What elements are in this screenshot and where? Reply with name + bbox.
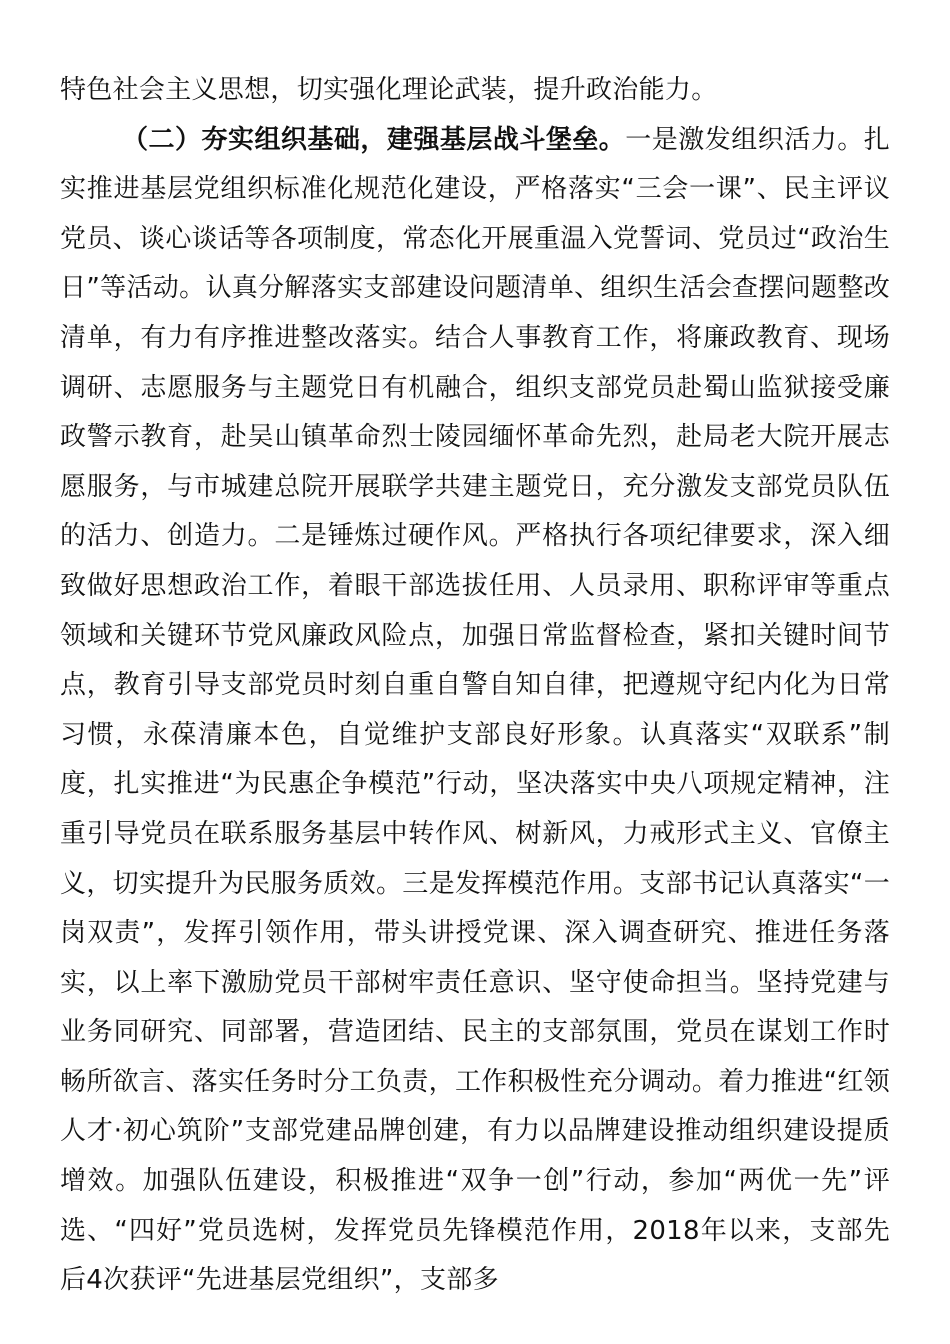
paragraph-1: 特色社会主义思想，切实强化理论武装，提升政治能力。 [60,75,718,105]
paragraph-2-body: 一是激发组织活力。扎实推进基层党组织标准化规范化建设，严格落实“三会一课”、民主评议党员、谈心谈话等各项制度，常态化开展重温入党誓词、党员过“政治生日”等活动。认真分解落实支部建设问题清单、组织生活会查摆问题整改清单，有力有序推进整改落实。结合人事教育工作，将廉政教育、现场调研、志愿服务与主题党日有机融合，组织支部党员赴蜀山监狱接受廉政警示教育，赴吴山镇革命烈士陵园缅怀革命先烈，赴局老大院开展志愿服务，与市城建总院开展联学共建主题党日，充分激发支部党员队伍的活力、创造力。二是锤炼过硬作风。严格执行各项纪律要求，深入细致做好思想政治工作，着眼干部选拔任用、人员录用、职称评审等重点领域和关键环节党风廉政风险点，加强日常监督检查，紧扣关键时间节点，教育引导支部党员时刻自重自警自知自律，把遵规守纪内化为日常习惯，永葆清廉本色，自觉维护支部良好形象。认真落实“双联系”制度，扎实推进“为民惠企争模范”行动，坚决落实中央八项规定精神，注重引导党员在联系服务基层中转作风、树新风，力戒形式主义、官僚主义，切实提升为民服务质效。三是发挥模范作用。支部书记认真落实“一岗双责”，发挥引领作用，带头讲授党课、深入调查研究、推进任务落实，以上率下激励党员干部树牢责任意识、坚守使命担当。坚持党建与业务同研究、同部署，营造团结、民主的支部氛围，党员在谋划工作时畅所欲言、落实任务时分工负责，工作积极性充分调动。着力推进“红领人才·初心筑阶”支部党建品牌创建，有力以品牌建设推动组织建设提质增效。加强队伍建设，积极推进“双争一创”行动，参加“两优一先”评选、“四好”党员选树，发挥党员先锋模范作用，2018年以来，支部先后4次获评“先进基层党组织”，支部多 [60,124,890,1296]
document-body [60,66,890,1306]
section-heading: （二）夯实组织基础，建强基层战斗堡垒。 [122,124,626,155]
paragraph-2 [60,116,890,1306]
